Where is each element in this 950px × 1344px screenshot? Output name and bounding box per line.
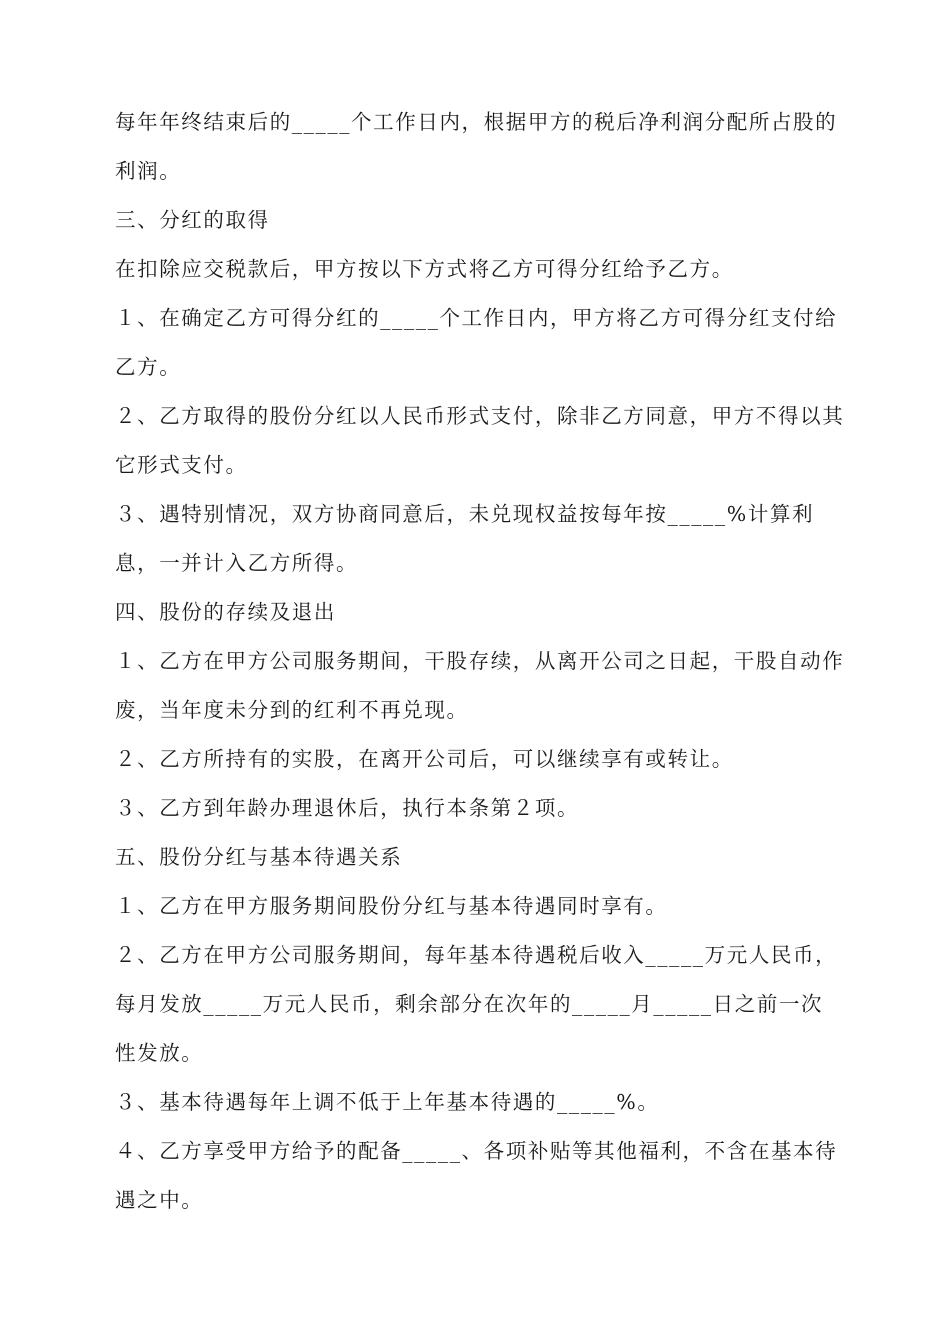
- paragraph-dividend-intro: 在扣除应交税款后，甲方按以下方式将乙方可得分红给予乙方。: [115, 257, 734, 281]
- paragraph-profit-distribution-tail: 每年年终结束后的_____个工作日内，根据甲方的税后净利润分配所占股的利润。: [115, 110, 838, 183]
- paragraph-exit-item-3: ３、乙方到年龄办理退休后，执行本条第２项。: [115, 796, 580, 820]
- paragraph-treatment-item-2: ２、乙方在甲方公司服务期间，每年基本待遇税后收入_____万元人民币，每月发放_____万元人民币，剩余部分在次年的_____月_____日之前一次性发放。: [115, 943, 838, 1065]
- paragraph-treatment-item-4: ４、乙方享受甲方给予的配备_____、各项补贴等其他福利，不含在基本待遇之中。: [115, 1139, 838, 1212]
- document-body: [115, 98, 845, 1225]
- heading-section-four: 四、股份的存续及退出: [115, 600, 336, 624]
- paragraph-treatment-item-1: １、乙方在甲方服务期间股份分红与基本待遇同时享有。: [115, 894, 668, 918]
- paragraph-exit-item-2: ２、乙方所持有的实股，在离开公司后，可以继续享有或转让。: [115, 747, 734, 771]
- paragraph-exit-item-1: １、乙方在甲方公司服务期间，干股存续，从离开公司之日起，干股自动作废，当年度未分到的红利不再兑现。: [115, 649, 845, 722]
- paragraph-dividend-item-1: １、在确定乙方可得分红的_____个工作日内，甲方将乙方可得分红支付给乙方。: [115, 306, 838, 379]
- heading-section-three: 三、分红的取得: [115, 208, 270, 232]
- heading-section-five: 五、股份分红与基本待遇关系: [115, 845, 403, 869]
- paragraph-treatment-item-3: ３、基本待遇每年上调不低于上年基本待遇的_____%。: [115, 1090, 660, 1114]
- paragraph-dividend-item-2: ２、乙方取得的股份分红以人民币形式支付，除非乙方同意，甲方不得以其它形式支付。: [115, 404, 845, 477]
- paragraph-dividend-item-3: ３、遇特别情况，双方协商同意后，未兑现权益按每年按_____%计算利息，一并计入乙方所得。: [115, 502, 815, 575]
